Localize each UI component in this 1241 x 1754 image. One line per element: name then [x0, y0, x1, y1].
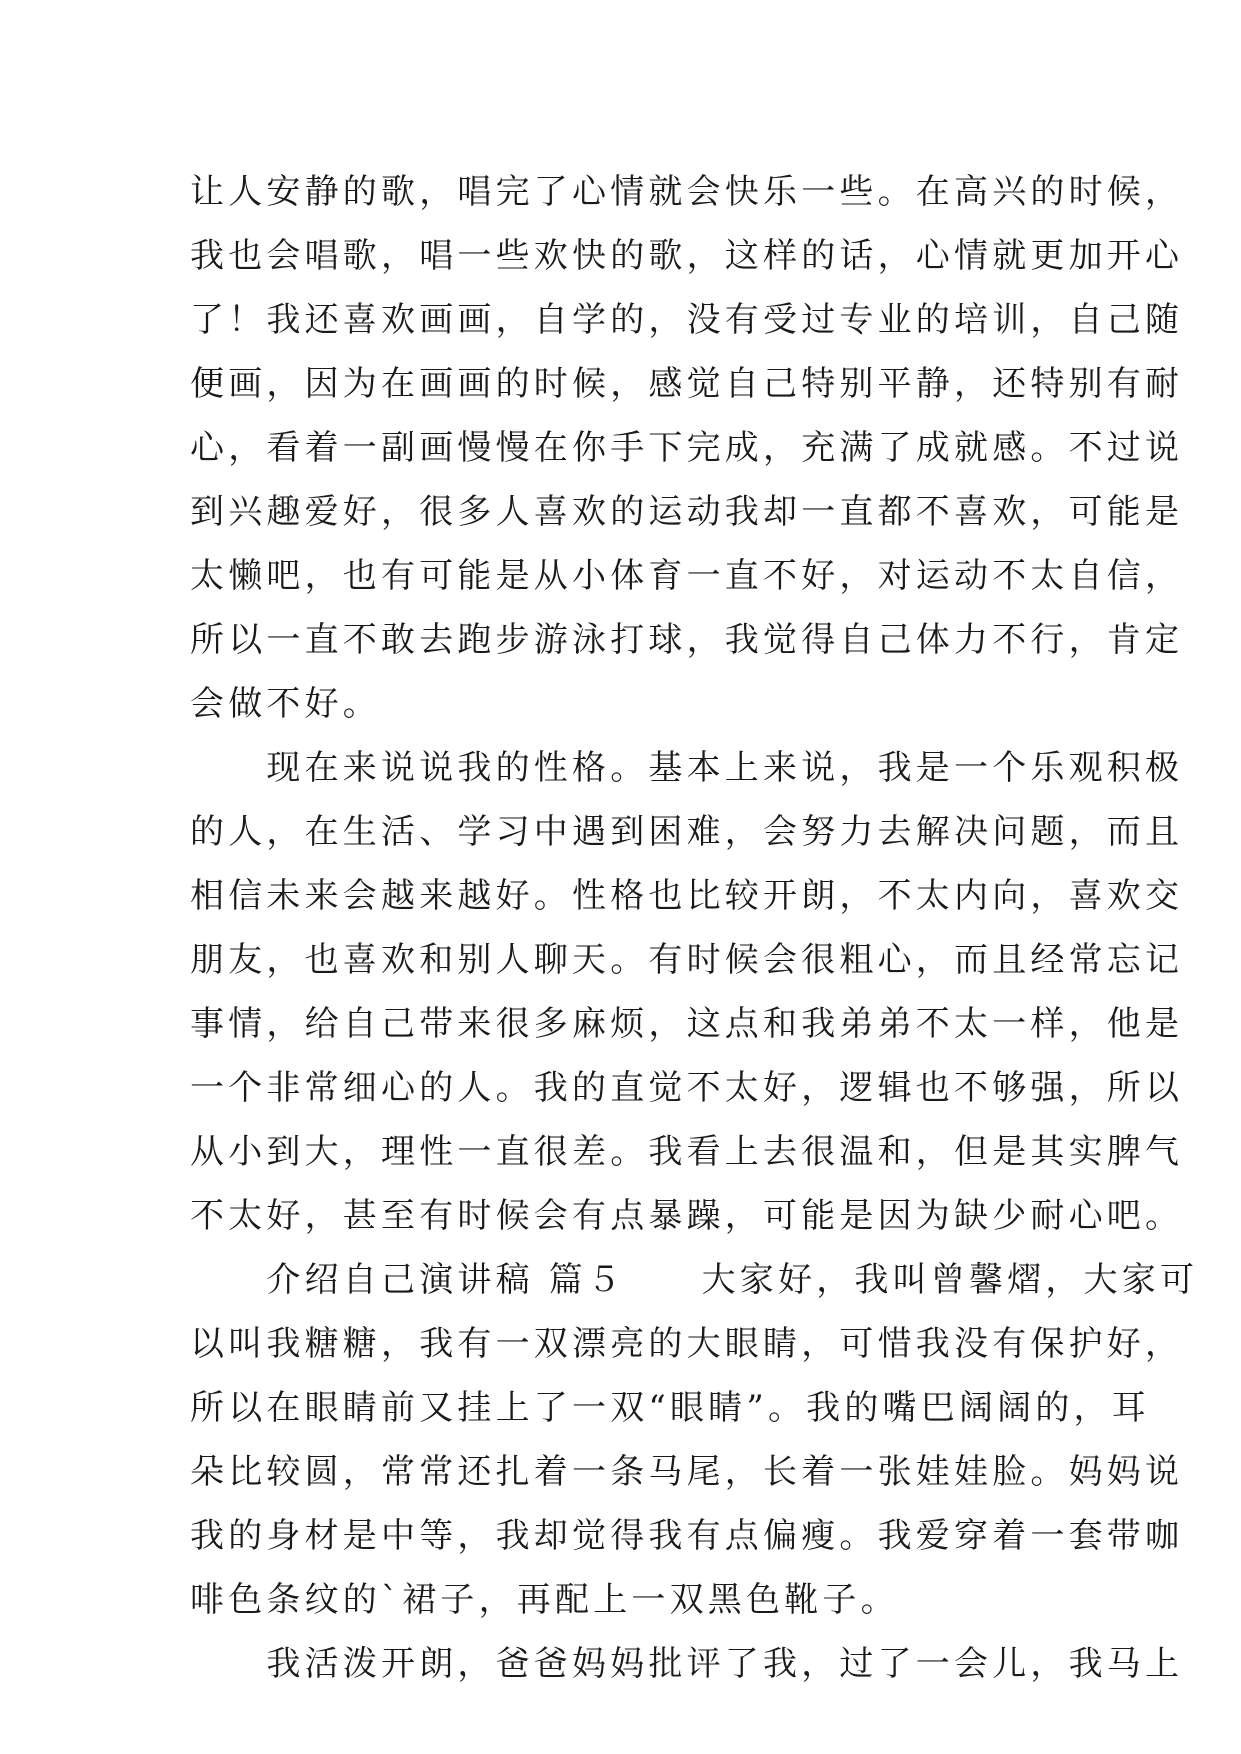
text-line: 现在来说说我的性格。基本上来说，我是一个乐观积极	[190, 748, 1184, 788]
text-line: 一个非常细心的人。我的直觉不太好，逻辑也不够强，所以	[190, 1068, 1184, 1108]
text-line: 朵比较圆，常常还扎着一条马尾，长着一张娃娃脸。妈妈说	[190, 1452, 1184, 1492]
text-line: 事情，给自己带来很多麻烦，这点和我弟弟不太一样，他是	[190, 1004, 1184, 1044]
text-line: 太懒吧，也有可能是从小体育一直不好，对运动不太自信，	[190, 556, 1184, 596]
text-line: 到兴趣爱好，很多人喜欢的运动我却一直都不喜欢，可能是	[190, 492, 1184, 532]
text-line: 以叫我糖糖，我有一双漂亮的大眼睛，可惜我没有保护好，	[190, 1324, 1184, 1364]
text-line: 我活泼开朗，爸爸妈妈批评了我，过了一会儿，我马上	[190, 1644, 1184, 1684]
text-line: 便画，因为在画画的时候，感觉自己特别平静，还特别有耐	[190, 364, 1184, 404]
text-line: 所以一直不敢去跑步游泳打球，我觉得自己体力不行，肯定	[190, 620, 1184, 660]
section-heading-line: 介绍自己演讲稿 篇５ 大家好，我叫曾馨熠，大家可	[190, 1260, 1199, 1300]
text-line: 的人，在生活、学习中遇到困难，会努力去解决问题，而且	[190, 812, 1184, 852]
text-line: 让人安静的歌，唱完了心情就会快乐一些。在高兴的时候，	[190, 172, 1184, 212]
body-text	[190, 160, 1199, 1696]
text-line: 了！我还喜欢画画，自学的，没有受过专业的培训，自己随	[190, 300, 1184, 340]
text-line: 从小到大，理性一直很差。我看上去很温和，但是其实脾气	[190, 1132, 1184, 1172]
text-line: 心，看着一副画慢慢在你手下完成，充满了成就感。不过说	[190, 428, 1184, 468]
text-line: 啡色条纹的`裙子，再配上一双黑色靴子。	[190, 1580, 899, 1620]
text-line: 朋友，也喜欢和别人聊天。有时候会很粗心，而且经常忘记	[190, 940, 1184, 980]
text-line: 相信未来会越来越好。性格也比较开朗，不太内向，喜欢交	[190, 876, 1184, 916]
text-line: 我的身材是中等，我却觉得我有点偏瘦。我爱穿着一套带咖	[190, 1516, 1184, 1556]
text-line: 会做不好。	[190, 684, 381, 724]
text-line: 我也会唱歌，唱一些欢快的歌，这样的话，心情就更加开心	[190, 236, 1184, 276]
text-line: 不太好，甚至有时候会有点暴躁，可能是因为缺少耐心吧。	[190, 1196, 1184, 1236]
text-line: 所以在眼睛前又挂上了一双“眼睛”。我的嘴巴阔阔的，耳	[190, 1388, 1150, 1428]
